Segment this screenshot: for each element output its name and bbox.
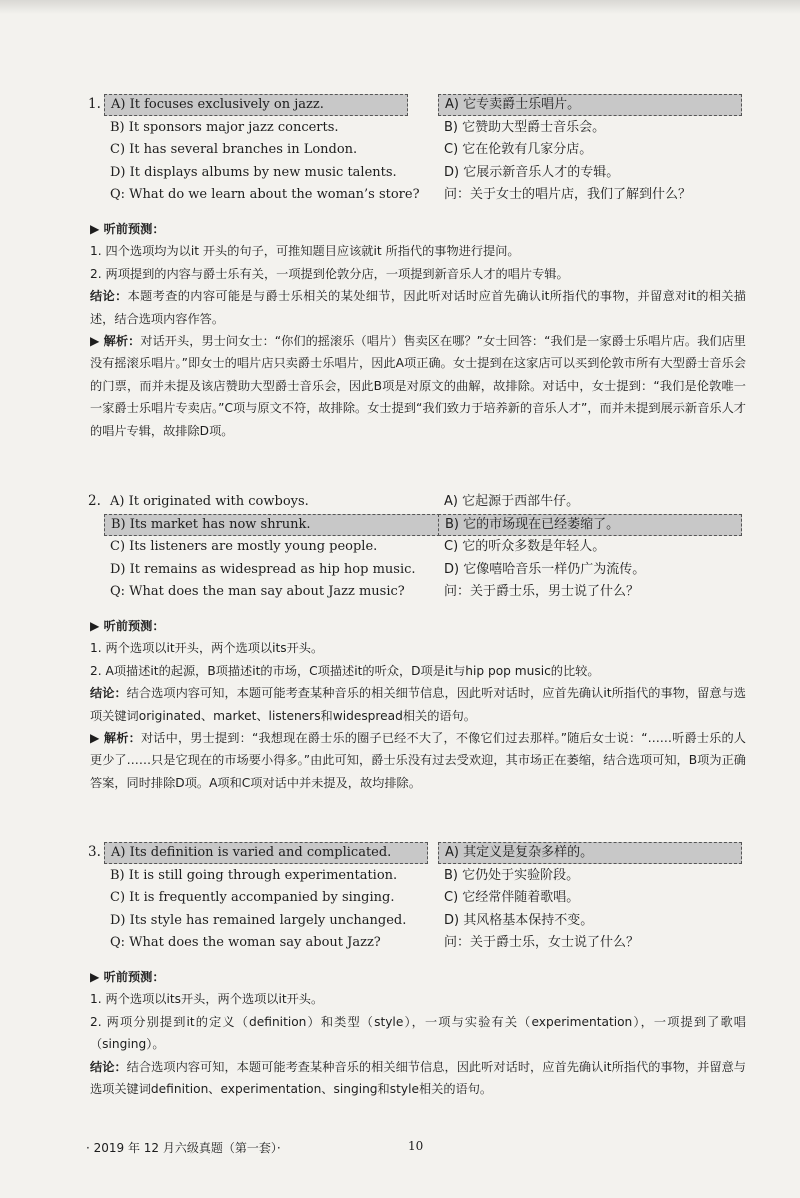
option-en: D) It displays albums by new music talents.: [110, 164, 397, 180]
question-en: Q: What does the woman say about Jazz?: [110, 935, 381, 951]
question-number: 2.: [88, 493, 101, 509]
option-en: C) Its listeners are mostly young people.: [110, 539, 378, 555]
q1-analysis: [90, 218, 746, 442]
options-chinese: [444, 491, 789, 604]
conclusion-text: 结合选项内容可知，本题可能考查某种音乐的相关细节信息，因此听对话时，应首先确认it所指代的事物，并留意与选项关键词definition、experimentation、singing和style相关的语句。: [90, 1059, 746, 1097]
option-zh: B) 它赞助大型爵士音乐会。: [444, 119, 606, 135]
option-zh: D) 其风格基本保持不变。: [444, 912, 594, 928]
option-en: D) Its style has remained largely unchanged.: [110, 912, 407, 928]
footer-title: · 2019 年 12 月六级真题（第一套）·: [86, 1141, 281, 1155]
question-number: 1.: [88, 96, 101, 112]
option-zh: D) 它像嘻哈音乐一样仍广为流传。: [444, 561, 646, 577]
pre-listening-point: 2. 两项分别提到it的定义（definition）和类型（style），一项与实验有关（experimentation），一项提到了歌唱（singing）。: [90, 1014, 746, 1052]
options-english: [110, 842, 430, 955]
explanation: [90, 727, 746, 794]
option-en: D) It remains as widespread as hip hop music.: [110, 561, 416, 577]
question-zh: 问：关于爵士乐，男士说了什么？: [444, 584, 640, 600]
pre-listening-heading: ▶ 听前预测：: [90, 619, 165, 633]
question-zh: 问：关于女士的唱片店，我们了解到什么？: [444, 187, 692, 203]
option-en: B) It is still going through experimentation.: [110, 867, 398, 883]
conclusion: [90, 285, 746, 330]
conclusion-label: 结论：: [90, 686, 127, 701]
correct-option-zh: A) 它专卖爵士乐唱片。: [438, 94, 742, 116]
q3-analysis: [90, 966, 746, 1100]
conclusion-text: 结合选项内容可知，本题可能考查某种音乐的相关细节信息，因此听对话时，应首先确认it所指代的事物，留意与选项关键词originated、market、listeners和widespread相关的语句。: [90, 686, 746, 723]
option-en: B) It sponsors major jazz concerts.: [110, 119, 339, 135]
question-zh: 问：关于爵士乐，女士说了什么？: [444, 935, 640, 951]
option-zh: A) 它起源于西部牛仔。: [444, 494, 580, 509]
conclusion: [90, 1056, 746, 1101]
explanation-label: ▶ 解析：: [90, 334, 141, 349]
option-zh: C) 它的听众多数是年轻人。: [444, 539, 606, 555]
option-en: A) It originated with cowboys.: [110, 494, 309, 509]
question-number: 3.: [88, 844, 101, 860]
explanation-label: ▶ 解析：: [90, 731, 141, 746]
page-top-edge: [0, 0, 800, 14]
correct-option-en: A) Its definition is varied and complicated.: [104, 842, 428, 864]
option-en: C) It is frequently accompanied by singing.: [110, 890, 395, 906]
correct-option-zh: B) 它的市场现在已经萎缩了。: [438, 514, 742, 536]
option-zh: D) 它展示新音乐人才的专辑。: [444, 164, 620, 180]
options-chinese: [444, 842, 789, 955]
conclusion-text: 本题考查的内容可能是与爵士乐相关的某处细节，因此听对话时应首先确认it所指代的事物，并留意对it的相关描述，结合选项内容作答。: [90, 289, 746, 326]
explanation: [90, 330, 746, 442]
pre-listening-point: 1. 四个选项均为以it 开头的句子，可推知题目应该就it 所指代的事物进行提问。: [90, 244, 520, 259]
pre-listening-heading: ▶ 听前预测：: [90, 222, 165, 236]
option-zh: B) 它仍处于实验阶段。: [444, 867, 580, 883]
correct-option-en: B) Its market has now shrunk.: [104, 514, 440, 536]
options-english: [110, 491, 430, 604]
correct-option-en: A) It focuses exclusively on jazz.: [104, 94, 408, 116]
options-chinese: [444, 94, 789, 207]
explanation-text: 对话开头，男士问女士：“你们的摇滚乐（唱片）售卖区在哪？”女士回答：“我们是一家爵士乐唱片店。我们店里没有摇滚乐唱片。”即女士的唱片店只卖爵士乐唱片，因此A项正确。女士提到在这家店可以买到伦敦市所有大型爵士音乐会的门票，而并未提及该店赞助大型爵士音乐会，因此B项是对原文的曲解，故排除。对话中，女士提到：“我们是伦敦唯一一家爵士乐唱片专卖店。”C项与原文不符，故排除。女士提到“我们致力于培养新的音乐人才”，而并未提到展示新音乐人才的唱片专辑，故排除D项。: [90, 334, 746, 438]
options-english: [110, 94, 430, 207]
pre-listening-heading: ▶ 听前预测：: [90, 970, 165, 984]
option-zh: C) 它在伦敦有几家分店。: [444, 142, 593, 158]
option-zh: C) 它经常伴随着歌唱。: [444, 890, 580, 906]
pre-listening-point: 2. A项描述it的起源，B项描述it的市场，C项描述it的听众，D项是it与hip pop music的比较。: [90, 663, 600, 678]
pre-listening-point: 1. 两个选项以its开头，两个选项以it开头。: [90, 992, 324, 1007]
question-en: Q: What does the man say about Jazz music?: [110, 584, 405, 600]
conclusion: [90, 682, 746, 727]
conclusion-label: 结论：: [90, 289, 128, 304]
pre-listening-point: 1. 两个选项以it开头，两个选项以its开头。: [90, 641, 324, 656]
option-en: C) It has several branches in London.: [110, 142, 358, 158]
question-en: Q: What do we learn about the woman’s store?: [110, 187, 420, 203]
conclusion-label: 结论：: [90, 1059, 127, 1074]
pre-listening-point: 2. 两项提到的内容与爵士乐有关，一项提到伦敦分店，一项提到新音乐人才的唱片专辑。: [90, 266, 569, 281]
explanation-text: 对话中，男士提到：“我想现在爵士乐的圈子已经不大了，不像它们过去那样。”随后女士说：“……听爵士乐的人更少了……只是它现在的市场要小得多。”由此可知，爵士乐没有过去受欢迎，其市场正在萎缩，结合选项可知，B项为正确答案，同时排除D项。A项和C项对话中并未提及，故均排除。: [90, 731, 746, 790]
correct-option-zh: A) 其定义是复杂多样的。: [438, 842, 742, 864]
q2-analysis: [90, 615, 746, 794]
page-number: 10: [408, 1139, 424, 1153]
